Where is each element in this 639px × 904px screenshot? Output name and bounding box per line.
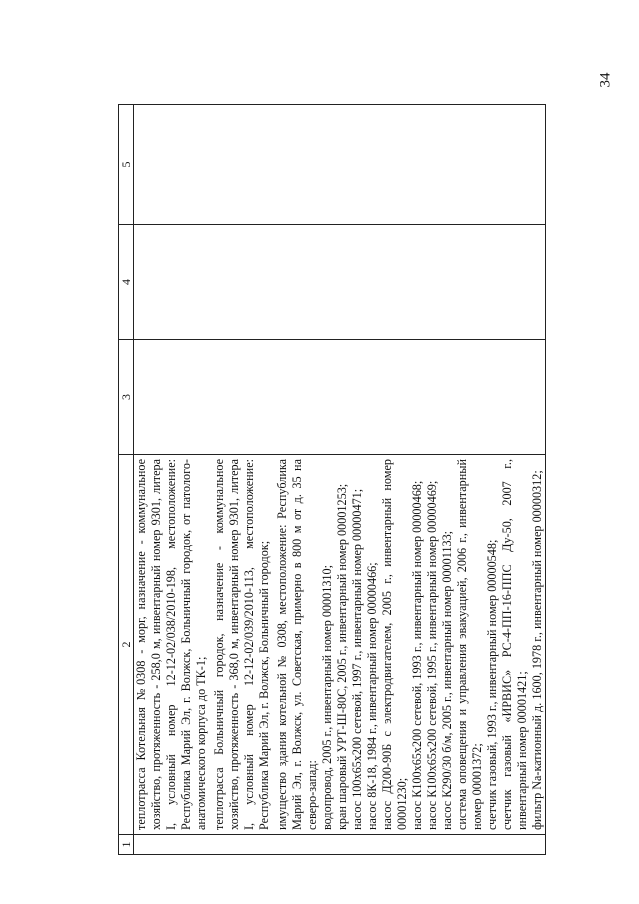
cell-col-3 <box>134 340 546 455</box>
column-header-2: 2 <box>119 455 134 835</box>
column-header-4: 4 <box>119 225 134 340</box>
list-item: счетчик газовый «ИРВИС» РС-4-ПП-16-ППС Ду-50, 2007 г., инвентарный номер 00001421; <box>500 459 529 830</box>
list-item: фильтр Na-катионный д. 1600, 1978 г., инвентарный номер 00000312; <box>530 470 544 830</box>
column-header-3: 3 <box>119 340 134 455</box>
paragraph-boiler-property: имущество здания котельной № 0308, местоположение: Республика Марий Эл, г. Волжск, ул. Советская, примерно в 800 м от д. 35 на северо-запад: <box>275 459 319 830</box>
list-item: насос 100х65х200 сетевой, 1997 г., инвентарный номер 00000471; <box>350 488 364 830</box>
list-item: насос К290/30 б/м, 2005 г., инвентарный номер 00001133; <box>440 530 454 830</box>
table-header-row <box>119 105 134 855</box>
list-item: водопровод, 2005 г., инвентарный номер 00001310; <box>320 564 334 830</box>
column-header-5: 5 <box>119 105 134 225</box>
list-item: кран шаровый УРТ-Ш-80С, 2005 г., инвентарный номер 00001253; <box>335 483 349 830</box>
page-number: 34 <box>597 72 614 88</box>
list-item: насос К100х65х200 сетевой, 1995 г., инвентарный номер 00000469; <box>425 480 439 830</box>
cell-col-4 <box>134 225 546 340</box>
paragraph-heating-main-hospital: теплотрасса Больничный городок, назначение - коммунальное хозяйство, протяженность - 368,0 м, инвентарный номер 9301, литера I, условный номер 12-12-02/039/2010-113, местоположение: Республика Марий Эл, г. Волжск, Больничный городок; <box>212 459 271 830</box>
list-item: насос Д200-90Б с электродвигателем, 2005 г., инвентарный номер 00001230; <box>380 459 409 830</box>
equipment-list <box>320 459 545 830</box>
cell-col-5 <box>134 105 546 225</box>
list-item: насос К100х65х200 сетевой, 1993 г., инвентарный номер 00000468; <box>410 480 424 830</box>
paragraph-heating-main-morgue: теплотрасса Котельная №0308 - морг, назначение - коммунальное хозяйство, протяженность - 258,0 м, инвентарный номер 9301, литера I, условный номер 12-12-02/038/2010-198, местоположение: Республика Марий Эл, г. Волжск, Больничный городок, от патолого-анатомического корпуса до ТК-1; <box>134 459 208 830</box>
property-table <box>118 104 546 855</box>
list-item: система оповещения и управления эвакуацией, 2006 г., инвентарный номер 00001372; <box>455 459 484 830</box>
table-row <box>134 105 546 855</box>
cell-col-1 <box>134 835 546 855</box>
document-table-rotated <box>118 105 544 855</box>
column-header-1: 1 <box>119 835 134 855</box>
property-description <box>134 459 545 830</box>
list-item: насос 8К-18, 1984 г., инвентарный номер 00000466; <box>365 562 379 830</box>
list-item: счетчик газовый, 1993 г., инвентарный номер 00000548; <box>485 539 499 830</box>
cell-col-2 <box>134 455 546 835</box>
